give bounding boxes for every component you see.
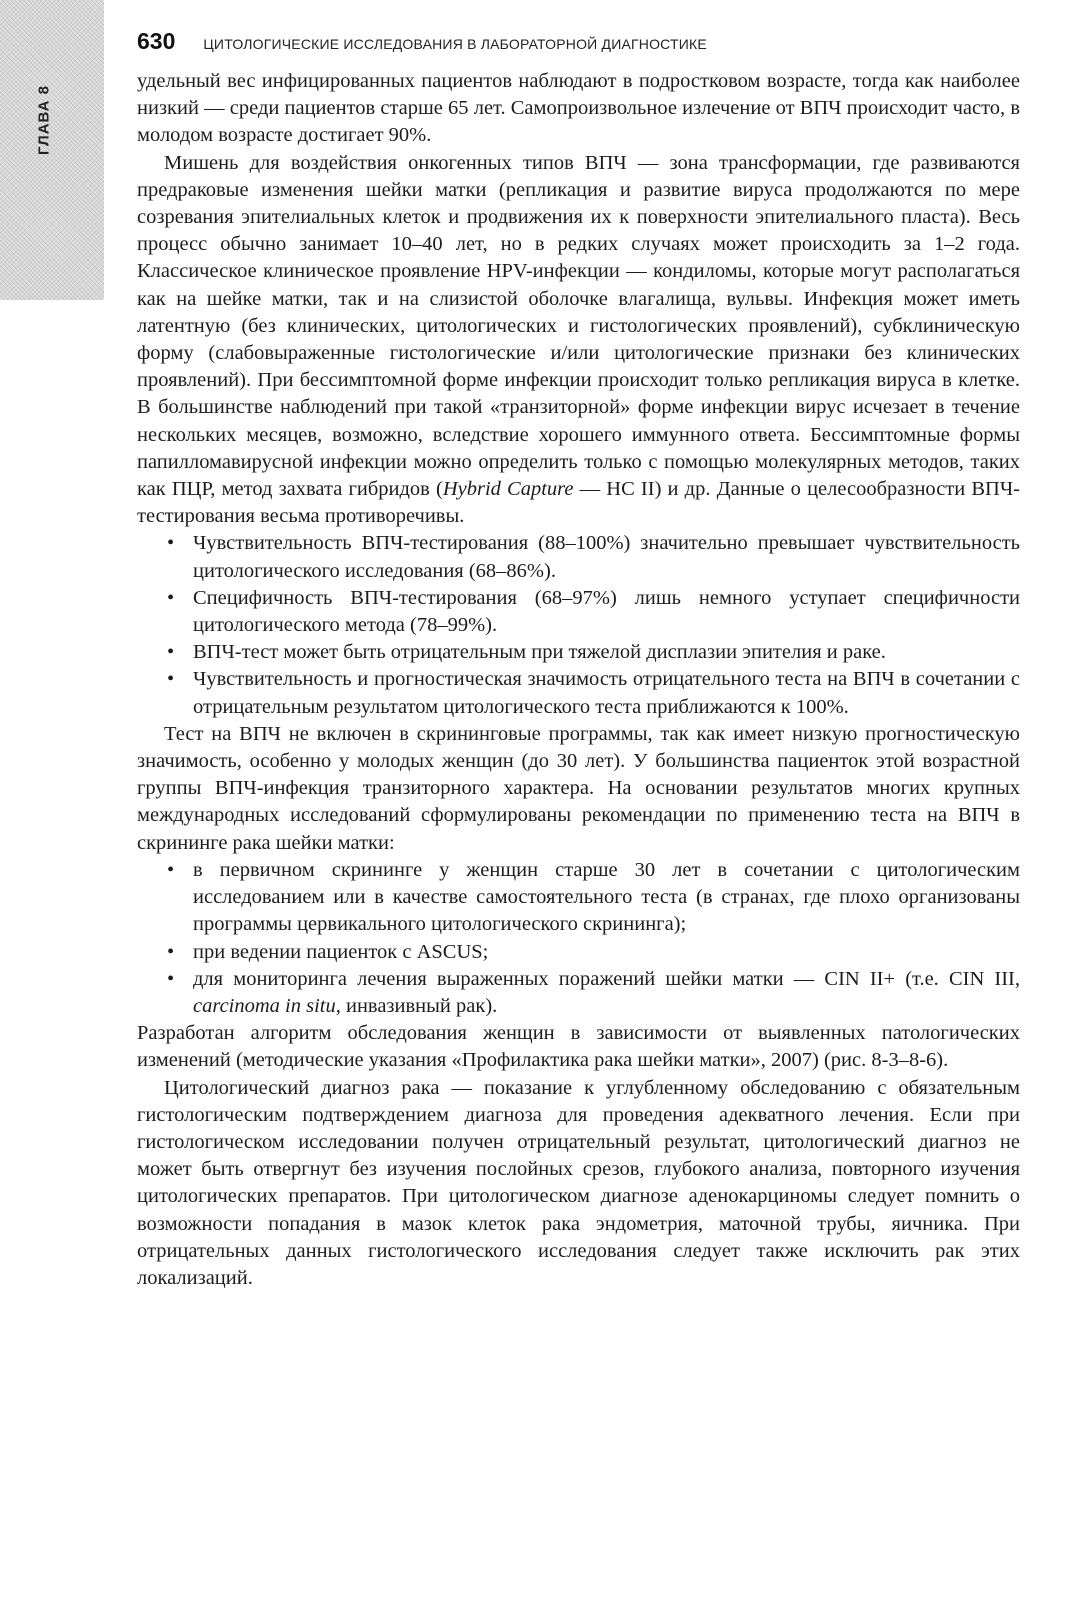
list-item: • в первичном скрининге у женщин старше 30 лет в сочетании с цитологическим исследованием или в качестве самостоятельного теста (в странах, где плохо организованы программы цервикального цитологического скрининга); xyxy=(137,857,1020,939)
paragraph-hpv-target-text-a: Мишень для воздействия онкогенных типов ВПЧ — зона трансформации, где развиваются предраковые изменения шейки матки (репликация и развитие вируса продолжаются по мере созревания эпителиальных клеток и продвижения их к поверхности эпителиального пласта). Весь процесс обычно занимает 10–40 лет, но в редких случаях может происходить за 1–2 года. Классическое клиническое проявление HPV-инфекции — кондиломы, которые могут располагаться как на шейке матки, так и на слизистой оболочке влагалища, вульвы. Инфекция может иметь латентную (без клинических, цитологических и гистологических проявлений), субклиническую форму (слабовыраженные гистологические и/или цитологические признаки без клинических проявлений). При бессимптомной форме инфекции происходит только репликация вируса в клетке. В большинстве наблюдений при такой «транзиторной» форме инфекции вирус исчезает в течение нескольких месяцев, возможно, вследствие хорошего иммунного ответа. Бессимптомные формы папилломавирусной инфекции можно определить только с помощью молекулярных методов, таких как ПЦР, метод захвата гибридов ( xyxy=(137,151,1020,501)
paragraph-hpv-target-text-b: — HC II) и др. Данные о целесообразности ВПЧ-тестирования весьма противоречивы. xyxy=(137,478,1020,528)
page-body xyxy=(137,68,1020,1292)
list-item: • Чувствительность ВПЧ-тестирования (88–100%) значительно превышает чувствительность цитологического исследования (68–86%). xyxy=(137,530,1020,584)
list-item: • Специфичность ВПЧ-тестирования (68–97%) лишь немного уступает специфичности цитологического метода (78–99%). xyxy=(137,585,1020,639)
list-item: • Чувствительность и прогностическая значимость отрицательного теста на ВПЧ в сочетании с отрицательным результатом цитологического теста приближаются к 100%. xyxy=(137,666,1020,720)
paragraph-hpv-target xyxy=(137,150,1020,531)
chapter-label: ГЛАВА 8 xyxy=(35,85,53,155)
list-item: • ВПЧ-тест может быть отрицательным при тяжелой дисплазии эпителия и раке. xyxy=(137,639,1020,666)
list-item-text-b: , инвазивный рак). xyxy=(335,994,498,1017)
list-item: • при ведении пациенток с ASCUS; xyxy=(137,939,1020,966)
paragraph-algorithm: Разработан алгоритм обследования женщин в зависимости от выявленных патологических изменений (методические указания «Профилактика рака шейки матки», 2007) (рис. 8-3–8-6). xyxy=(137,1022,1020,1072)
list-item-text-a: для мониторинга лечения выраженных поражений шейки матки — CIN II+ (т.е. CIN III, xyxy=(193,967,1020,990)
carcinoma-in-situ-term: carcinoma in situ xyxy=(193,994,336,1017)
running-header-title: ЦИТОЛОГИЧЕСКИЕ ИССЛЕДОВАНИЯ В ЛАБОРАТОРНОЙ ДИАГНОСТИКЕ xyxy=(203,36,707,52)
chapter-side-tab xyxy=(0,0,104,300)
paragraph-continuation: удельный вес инфицированных пациентов наблюдают в подростковом возрасте, тогда как наиболее низкий — среди пациентов старше 65 лет. Самопроизвольное излечение от ВПЧ происходит часто, в молодом возрасте достигает 90%. xyxy=(137,70,1020,147)
hybrid-capture-term: Hybrid Capture xyxy=(442,478,574,501)
screening-recommendations-list xyxy=(137,857,1020,1020)
hpv-testing-list xyxy=(137,530,1020,720)
paragraph-screening: Тест на ВПЧ не включен в скрининговые программы, так как имеет низкую прогностическую значимость, особенно у молодых женщин (до 30 лет). У большинства пациенток этой возрастной группы ВПЧ-инфекция транзиторного характера. На основании результатов многих крупных международных исследований сформулированы рекомендации по применению теста на ВПЧ в скрининге рака шейки матки: xyxy=(137,722,1020,854)
paragraph-cytological-diagnosis: Цитологический диагноз рака — показание к углубленному обследованию с обязательным гистологическим подтверждением диагноза для проведения адекватного лечения. Если при гистологическом исследовании получен отрицательный результат, цитологический диагноз не может быть отвергнут без изучения послойных срезов, глубокого анализа, повторного изучения цитологических препаратов. При цитологическом диагнозе аденокарциномы следует помнить о возможности попадания в мазок клеток рака эндометрия, маточной трубы, яичника. При отрицательных данных гистологического исследования следует также исключить рак этих локализаций. xyxy=(137,1076,1020,1289)
page-number: 630 xyxy=(137,28,176,54)
running-header xyxy=(137,28,1017,58)
list-item xyxy=(137,966,1020,1020)
